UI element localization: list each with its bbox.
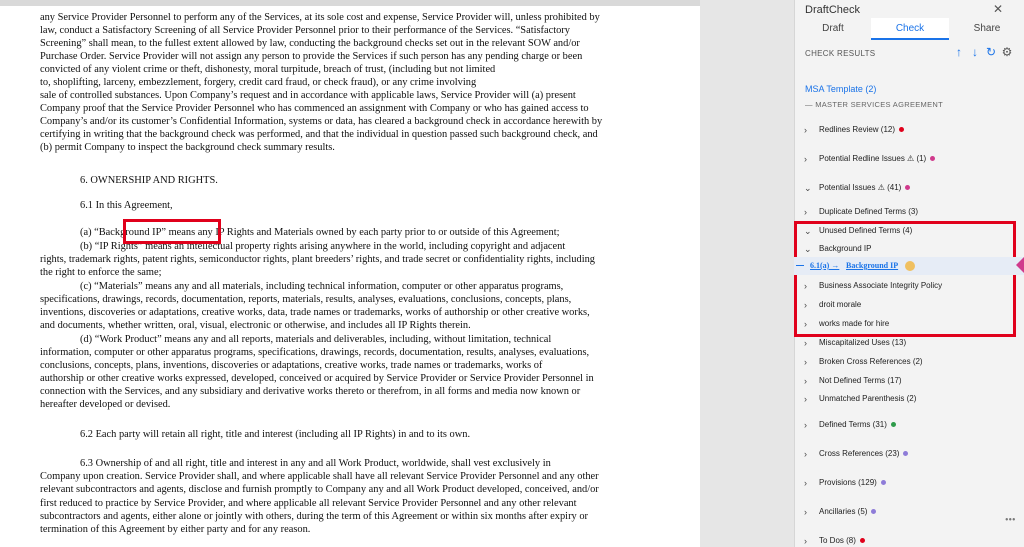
chevron-right-icon[interactable]: ›	[804, 125, 807, 135]
chevron-right-icon[interactable]: ›	[804, 319, 807, 329]
check-item-row[interactable]	[795, 372, 1024, 390]
status-dot-icon	[899, 127, 904, 132]
tab-share[interactable]: Share	[973, 23, 1001, 34]
document-line: termination of this Agreement by either party and for any reason.	[40, 524, 311, 535]
chevron-right-icon[interactable]: ›	[804, 536, 807, 546]
document-line: Company proof that the Service Provider Personnel who has commenced an assignment with Company or who has gained access to	[40, 103, 589, 114]
document-line: connection with the Services, and any subsidiary and derivative works thereto or therefrom, in all forms and media now known or	[40, 386, 581, 397]
check-item-label: Potential Redline Issues ⚠ (1)	[819, 150, 935, 168]
check-item-row[interactable]	[795, 532, 1024, 547]
status-dot-icon	[930, 156, 935, 161]
status-dot-icon	[860, 538, 865, 543]
tab-check[interactable]: Check	[871, 18, 949, 40]
document-line: 6.3 Ownership of and all right, title and interest in any and all Work Product, worldwide, shall vest exclusively in	[80, 458, 551, 469]
check-item-label: Unmatched Parenthesis (2)	[819, 394, 917, 403]
chevron-right-icon[interactable]: ›	[804, 207, 807, 217]
panel-marker-icon	[1016, 257, 1024, 273]
status-dot-icon	[891, 422, 896, 427]
chevron-right-icon[interactable]: ›	[804, 338, 807, 348]
chevron-right-icon[interactable]: ›	[804, 281, 807, 291]
check-item-label: Unused Defined Terms (4)	[819, 226, 913, 235]
check-item-row[interactable]	[795, 150, 1024, 168]
check-item-label: Cross References (23)	[819, 445, 908, 463]
check-item-row[interactable]	[795, 416, 1024, 434]
background-ip-highlight-box	[123, 219, 221, 244]
check-item-row[interactable]	[795, 179, 1024, 197]
arrow-up-icon[interactable]: ↑	[956, 45, 962, 59]
check-item-row[interactable]	[795, 203, 1024, 221]
document-line: conclusions, concepts, plans, inventions, discoveries or adaptations, creative works, trade names or trademarks, works of	[40, 360, 543, 371]
document-line: (b) permit Company to inspect the background check summary results.	[40, 142, 335, 153]
document-line: Company’s and/or its customer’s Confidential Information, systems or data, has cleared a background check in accordance herewith by	[40, 116, 603, 127]
chevron-right-icon[interactable]: ›	[804, 478, 807, 488]
check-item-label: Provisions (129)	[819, 474, 886, 492]
check-item-label: Miscapitalized Uses (13)	[819, 338, 907, 347]
document-line: first reduced to practice by Service Provider, and where applicable all relevant Service Provider Personnel and any other relevant	[40, 498, 577, 509]
check-item-label: Background IP	[819, 244, 872, 253]
check-item-label: Broken Cross References (2)	[819, 357, 923, 366]
check-item-label: Potential Issues ⚠ (41)	[819, 179, 910, 197]
document-line: inventions, discoveries or adaptations, creative works, data, trade names or trademarks, works of authorship or other creative works,	[40, 307, 590, 318]
refresh-icon[interactable]: ↻	[985, 45, 997, 59]
check-item-label: To Dos (8)	[819, 532, 865, 547]
document-line: the right to enforce the same;	[40, 267, 162, 278]
status-dot-icon	[905, 185, 910, 190]
chevron-down-icon[interactable]: ⌄	[804, 226, 812, 236]
check-item-label: Defined Terms (31)	[819, 416, 896, 434]
check-item-row[interactable]	[795, 353, 1024, 371]
more-options-icon[interactable]: •••	[1005, 515, 1016, 526]
msa-template-subtitle: — MASTER SERVICES AGREEMENT	[805, 100, 943, 109]
document-line: sale of controlled substances. Upon Company’s request and in accordance with applicable laws, Service Provider will (a) present	[40, 90, 576, 101]
document-line: Screening” shall mean, to the fullest extent allowed by law, conducting the background checks set out in the relevant SOW and/or	[40, 38, 580, 49]
document-line: information, computer or other apparatus programs, specifications, drawings, records, documentation, results, analyses, evaluations,	[40, 347, 590, 358]
document-line: convicted of any violent crime or theft, dishonesty, moral turpitude, breach of trust, (including but not limited	[40, 64, 496, 75]
document-line: hereafter developed or devised.	[40, 399, 171, 410]
selected-reference-dash	[796, 265, 804, 266]
document-line: law, conduct a Satisfactory Screening of all Service Provider Personnel prior to their performance of the Services. “Satisfactory	[40, 25, 570, 36]
check-results-label: CHECK RESULTS	[805, 49, 876, 58]
chevron-right-icon[interactable]: ›	[804, 449, 807, 459]
tab-draft[interactable]: Draft	[822, 23, 844, 34]
document-line: certifying in writing that the background check was performed, and that the individual in question passed such background check, and	[40, 129, 598, 140]
document-line: to, shoplifting, larceny, embezzlement, forgery, credit card fraud, or check fraud), or any crime involving	[40, 77, 477, 88]
check-item-label: droit morale	[819, 300, 862, 309]
document-line: and documents, whether written, oral, visual, electronic or otherwise, and includes all IP Rights therein.	[40, 320, 471, 331]
document-gutter	[700, 0, 794, 547]
check-item-row[interactable]	[795, 390, 1024, 408]
chevron-right-icon[interactable]: ›	[804, 394, 807, 404]
check-item-label: Redlines Review (12)	[819, 121, 904, 139]
document-line: subcontractors and agents, either alone or jointly with others, during the term of this Agreement or within six months after expiry or	[40, 511, 588, 522]
document-line: specifications, drawings, records, documentation, reports, materials, results, analyses, evaluations, conclusions, concepts, plans,	[40, 294, 572, 305]
document-line: Company upon creation. Service Provider shall, and where applicable shall have all relevant Service Provider Personnel and any other	[40, 471, 599, 482]
chevron-right-icon[interactable]: ›	[804, 300, 807, 310]
chevron-right-icon[interactable]: ›	[804, 376, 807, 386]
document-line: any Service Provider Personnel to perform any of the Services, at its sole cost and expense, Service Provider will, unless prohibited by	[40, 12, 600, 23]
msa-template-link[interactable]: MSA Template (2)	[805, 84, 877, 94]
document-line: (b) “IP Rights” means an intellectual property rights arising anywhere in the world, including copyright and adjacent	[80, 241, 566, 252]
reference-term-background-ip[interactable]: Background IP	[846, 261, 899, 270]
document-line: (d) “Work Product” means any and all reports, materials and deliverables, including, without limitation, technical	[80, 334, 552, 345]
document-line: Purchase Order. Service Provider will not assign any person to provide the Services if such person has any pending charge or been	[40, 51, 583, 62]
check-item-label: Business Associate Integrity Policy	[819, 281, 943, 290]
panel-title: DraftCheck	[805, 4, 861, 16]
reference-link-6-1a[interactable]: 6.1(a) →	[810, 261, 840, 270]
chevron-right-icon[interactable]: ›	[804, 357, 807, 367]
document-line: relevant subcontractors and agents, disclose and furnish promptly to Company any and all Work Product developed, conceived, and/or	[40, 484, 599, 495]
check-item-row[interactable]	[795, 474, 1024, 492]
chevron-down-icon[interactable]: ⌄	[804, 244, 812, 254]
check-item-row[interactable]	[795, 121, 1024, 139]
panel-tabs	[795, 18, 1024, 40]
status-badge-icon	[905, 261, 915, 271]
status-dot-icon	[881, 480, 886, 485]
unused-terms-highlight-box	[794, 221, 1016, 337]
document-line: 6.2 Each party will retain all right, title and interest (including all IP Rights) in and to its own.	[80, 429, 471, 440]
chevron-down-icon[interactable]: ⌄	[804, 183, 812, 193]
document-line: rights, trademark rights, patent rights, semiconductor rights, plant breeders’ rights, and trade secret or confidentiality rights, including	[40, 254, 595, 265]
check-item-row[interactable]	[795, 445, 1024, 463]
document-line: authorship or other creative works expressed, developed, conceived or acquired by Service Provider or Service Provider Personnel in	[40, 373, 594, 384]
chevron-right-icon[interactable]: ›	[804, 507, 807, 517]
status-dot-icon	[871, 509, 876, 514]
msa-template-subtitle-text: MASTER SERVICES AGREEMENT	[815, 100, 943, 109]
check-item-label: Duplicate Defined Terms (3)	[819, 207, 919, 216]
chevron-right-icon[interactable]: ›	[804, 420, 807, 430]
check-item-label: works made for hire	[819, 319, 890, 328]
check-item-label: Not Defined Terms (17)	[819, 376, 902, 385]
document-line: 6.1 In this Agreement,	[80, 200, 173, 211]
document-line: (a) “Background IP” means any IP Rights and Materials owned by each party prior to or outside of this Agreement;	[80, 227, 560, 238]
close-icon[interactable]: ✕	[992, 2, 1004, 16]
arrow-down-icon[interactable]: ↓	[972, 45, 978, 59]
chevron-right-icon[interactable]: ›	[804, 154, 807, 164]
check-item-label: Ancillaries (5)	[819, 503, 876, 521]
document-line: 6. OWNERSHIP AND RIGHTS.	[80, 175, 218, 186]
status-dot-icon	[903, 451, 908, 456]
gear-icon[interactable]: ⚙	[1001, 45, 1013, 59]
document-line: (c) “Materials” means any and all materials, including technical information, computer or other apparatus programs,	[80, 281, 564, 292]
ruler[interactable]	[0, 0, 700, 6]
check-item-row[interactable]	[795, 503, 1024, 521]
